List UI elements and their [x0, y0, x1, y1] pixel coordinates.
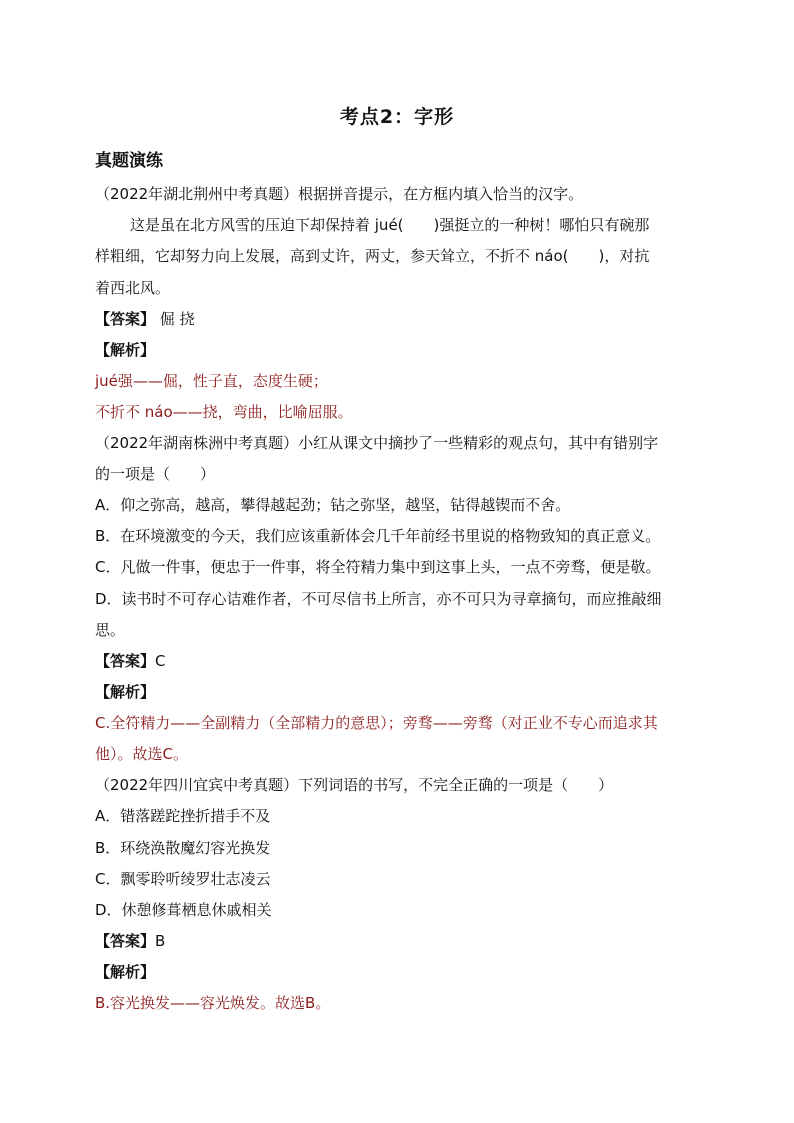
q1-passage-line-2: 样粗细，它却努力向上发展，高到丈许，两丈，参天耸立，不折不 náo( )，对抗 — [95, 247, 650, 265]
answer-text: C — [155, 652, 166, 670]
q2-option-c: C．凡做一件事，便忠于一件事，将全符精力集中到这事上头，一点不旁骛，便是敬。 — [95, 558, 661, 576]
q2-analysis-line-2: 他）。故选C。 — [95, 745, 188, 763]
answer-tag: 【答案】 — [95, 310, 156, 328]
q2-option-d-line-2: 思。 — [95, 621, 126, 639]
q2-option-d-line-1: D．读书时不可存心诘难作者，不可尽信书上所言，亦不可只为寻章摘句，而应推敲细 — [95, 590, 662, 608]
q2-stem-line-2: 的一项是（ ） — [95, 465, 216, 483]
q1-stem: （2022年湖北荆州中考真题）根据拼音提示，在方框内填入恰当的汉字。 — [95, 185, 584, 203]
q3-analysis-tag: 【解析】 — [95, 963, 156, 981]
answer-tag: 【答案】 — [95, 932, 156, 950]
q1-answer — [95, 309, 195, 329]
q1-analysis-tag: 【解析】 — [95, 341, 156, 359]
q1-analysis-line-2: 不折不 náo——挠，弯曲，比喻屈服。 — [95, 403, 353, 421]
answer-text: 倔 挠 — [155, 310, 195, 328]
q3-stem: （2022年四川宜宾中考真题）下列词语的书写，不完全正确的一项是（ ） — [95, 776, 614, 794]
page-title: 考点2：字形 — [339, 106, 455, 128]
q2-answer — [95, 651, 166, 671]
q3-analysis-line-1: B.容光换发——容光焕发。故选B。 — [95, 994, 331, 1012]
q3-option-b: B．环绕涣散魔幻容光换发 — [95, 839, 271, 857]
q2-analysis-tag: 【解析】 — [95, 683, 156, 701]
q1-passage-line-1: 这是虽在北方风雪的压迫下却保持着 jué( )强挺立的一种树！哪怕只有碗那 — [130, 216, 650, 234]
q1-passage-line-3: 着西北风。 — [95, 279, 171, 297]
q2-analysis-line-1: C.全符精力——全副精力（全部精力的意思）；旁骛——旁骛（对正业不专心而追求其 — [95, 714, 658, 732]
q3-option-d: D．休憩修葺栖息休戚相关 — [95, 901, 272, 919]
q2-stem-line-1: （2022年湖南株洲中考真题）小红从课文中摘抄了一些精彩的观点句，其中有错别字 — [95, 434, 659, 452]
q3-option-a: A．错落蹉跎挫折措手不及 — [95, 807, 271, 825]
answer-text: B — [155, 932, 166, 950]
section-heading: 真题演练 — [95, 151, 163, 171]
q1-analysis-line-1: jué强——倔，性子直，态度生硬； — [95, 372, 328, 390]
answer-tag: 【答案】 — [95, 652, 156, 670]
q2-option-a: A．仰之弥高，越高，攀得越起劲；钻之弥坚，越坚，钻得越锲而不舍。 — [95, 496, 571, 514]
q3-option-c: C．飘零聆听绫罗壮志凌云 — [95, 870, 271, 888]
q2-option-b: B．在环境激变的今天，我们应该重新体会几千年前经书里说的格物致知的真正意义。 — [95, 527, 661, 545]
q3-answer — [95, 931, 165, 951]
